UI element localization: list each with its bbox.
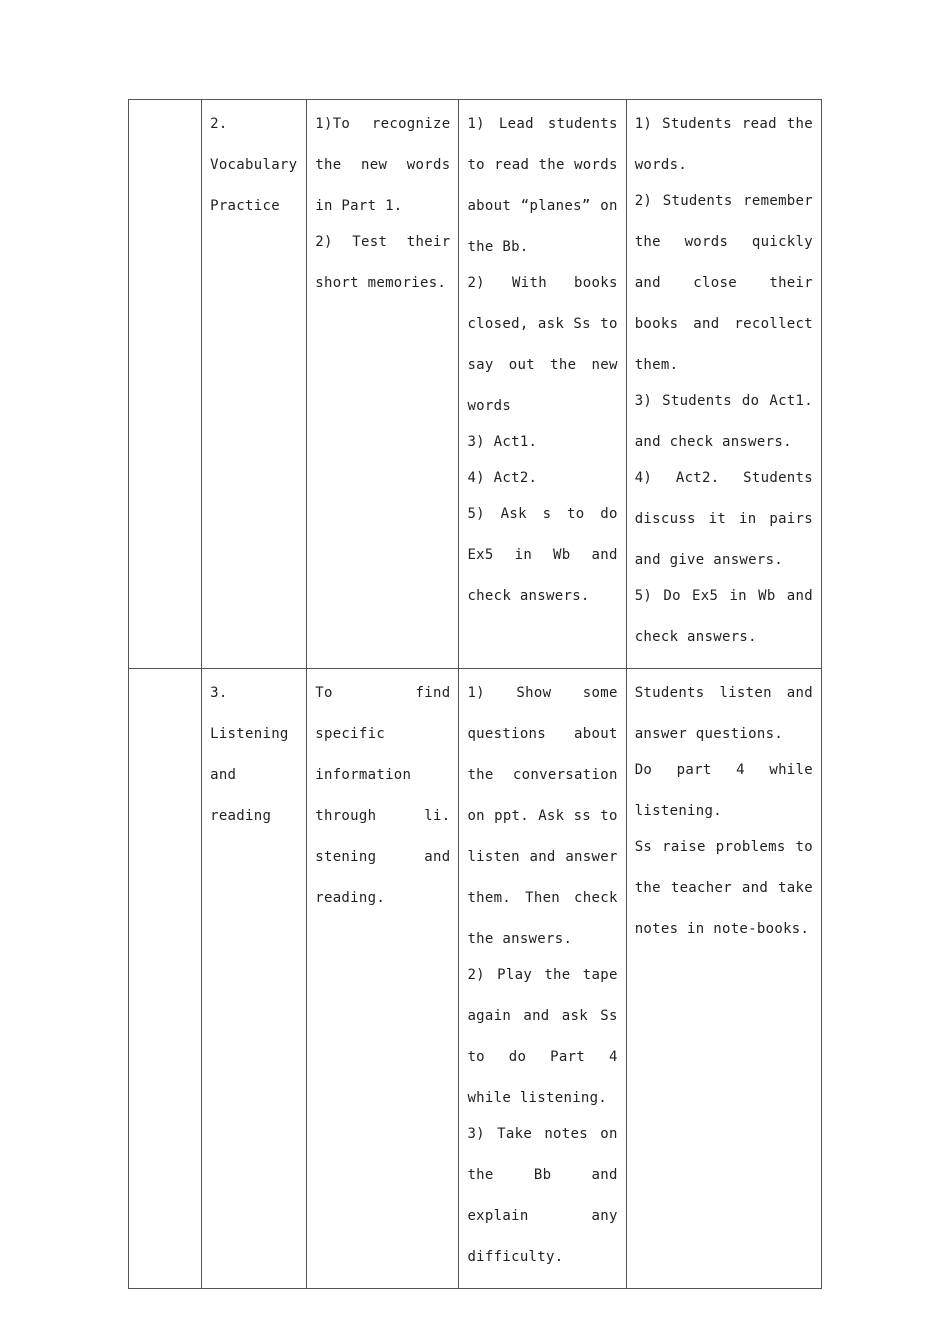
blank-cell (129, 669, 202, 1289)
step-cell (202, 100, 307, 669)
teacher-item: 3) Take notes on the Bb and explain any difficulty. (467, 1126, 618, 1265)
student-item: 1) Students read the words. (634, 116, 813, 173)
aim-cell (307, 100, 459, 669)
teacher-item: 1) Show some questions about the conversation on ppt. Ask ss to listen and answer them. Then check the answers. (467, 685, 618, 947)
student-item: Do part 4 while listening. (634, 762, 813, 819)
student-item: 3) Students do Act1. and check answers. (634, 393, 813, 450)
teacher-item: 3) Act1. (467, 434, 538, 450)
student-item: Students listen and answer questions. (634, 685, 813, 742)
student-item: 5) Do Ex5 in Wb and check answers. (634, 588, 813, 645)
table-row-vocabulary (129, 100, 822, 669)
step-number: 3. (210, 685, 228, 701)
teacher-item: 5) Ask s to do Ex5 in Wb and check answers. (467, 506, 618, 604)
aim-cell (307, 669, 459, 1289)
teacher-activity-cell (459, 669, 626, 1289)
step-title: Vocabulary (210, 157, 298, 173)
aim-item: 1)To recognize the new words in Part 1. (315, 116, 451, 214)
step-number: 2. (210, 116, 228, 132)
step-title: Listening (210, 726, 289, 742)
lesson-plan-table (128, 99, 822, 1289)
teacher-item: 2) With books closed, ask Ss to say out the new words (467, 275, 618, 414)
aim-item: To find specific information through li. stening and reading. (315, 685, 451, 906)
student-item: 4) Act2. Students discuss it in pairs and give answers. (634, 470, 813, 568)
student-item: 2) Students remember the words quickly and close their books and recollect them. (634, 193, 813, 373)
teacher-item: 1) Lead students to read the words about “planes” on the Bb. (467, 116, 618, 255)
blank-cell (129, 100, 202, 669)
teacher-item: 2) Play the tape again and ask Ss to do Part 4 while listening. (467, 967, 618, 1106)
table-row-listening (129, 669, 822, 1289)
student-activity-cell (626, 669, 821, 1289)
step-title: Practice (210, 198, 280, 214)
aim-item: 2) Test their short memories. (315, 234, 451, 291)
step-title: and (210, 767, 237, 783)
teacher-item: 4) Act2. (467, 470, 538, 486)
step-cell (202, 669, 307, 1289)
student-activity-cell (626, 100, 821, 669)
student-item: Ss raise problems to the teacher and take notes in note-books. (634, 839, 813, 937)
step-title: reading (210, 808, 272, 824)
teacher-activity-cell (459, 100, 626, 669)
